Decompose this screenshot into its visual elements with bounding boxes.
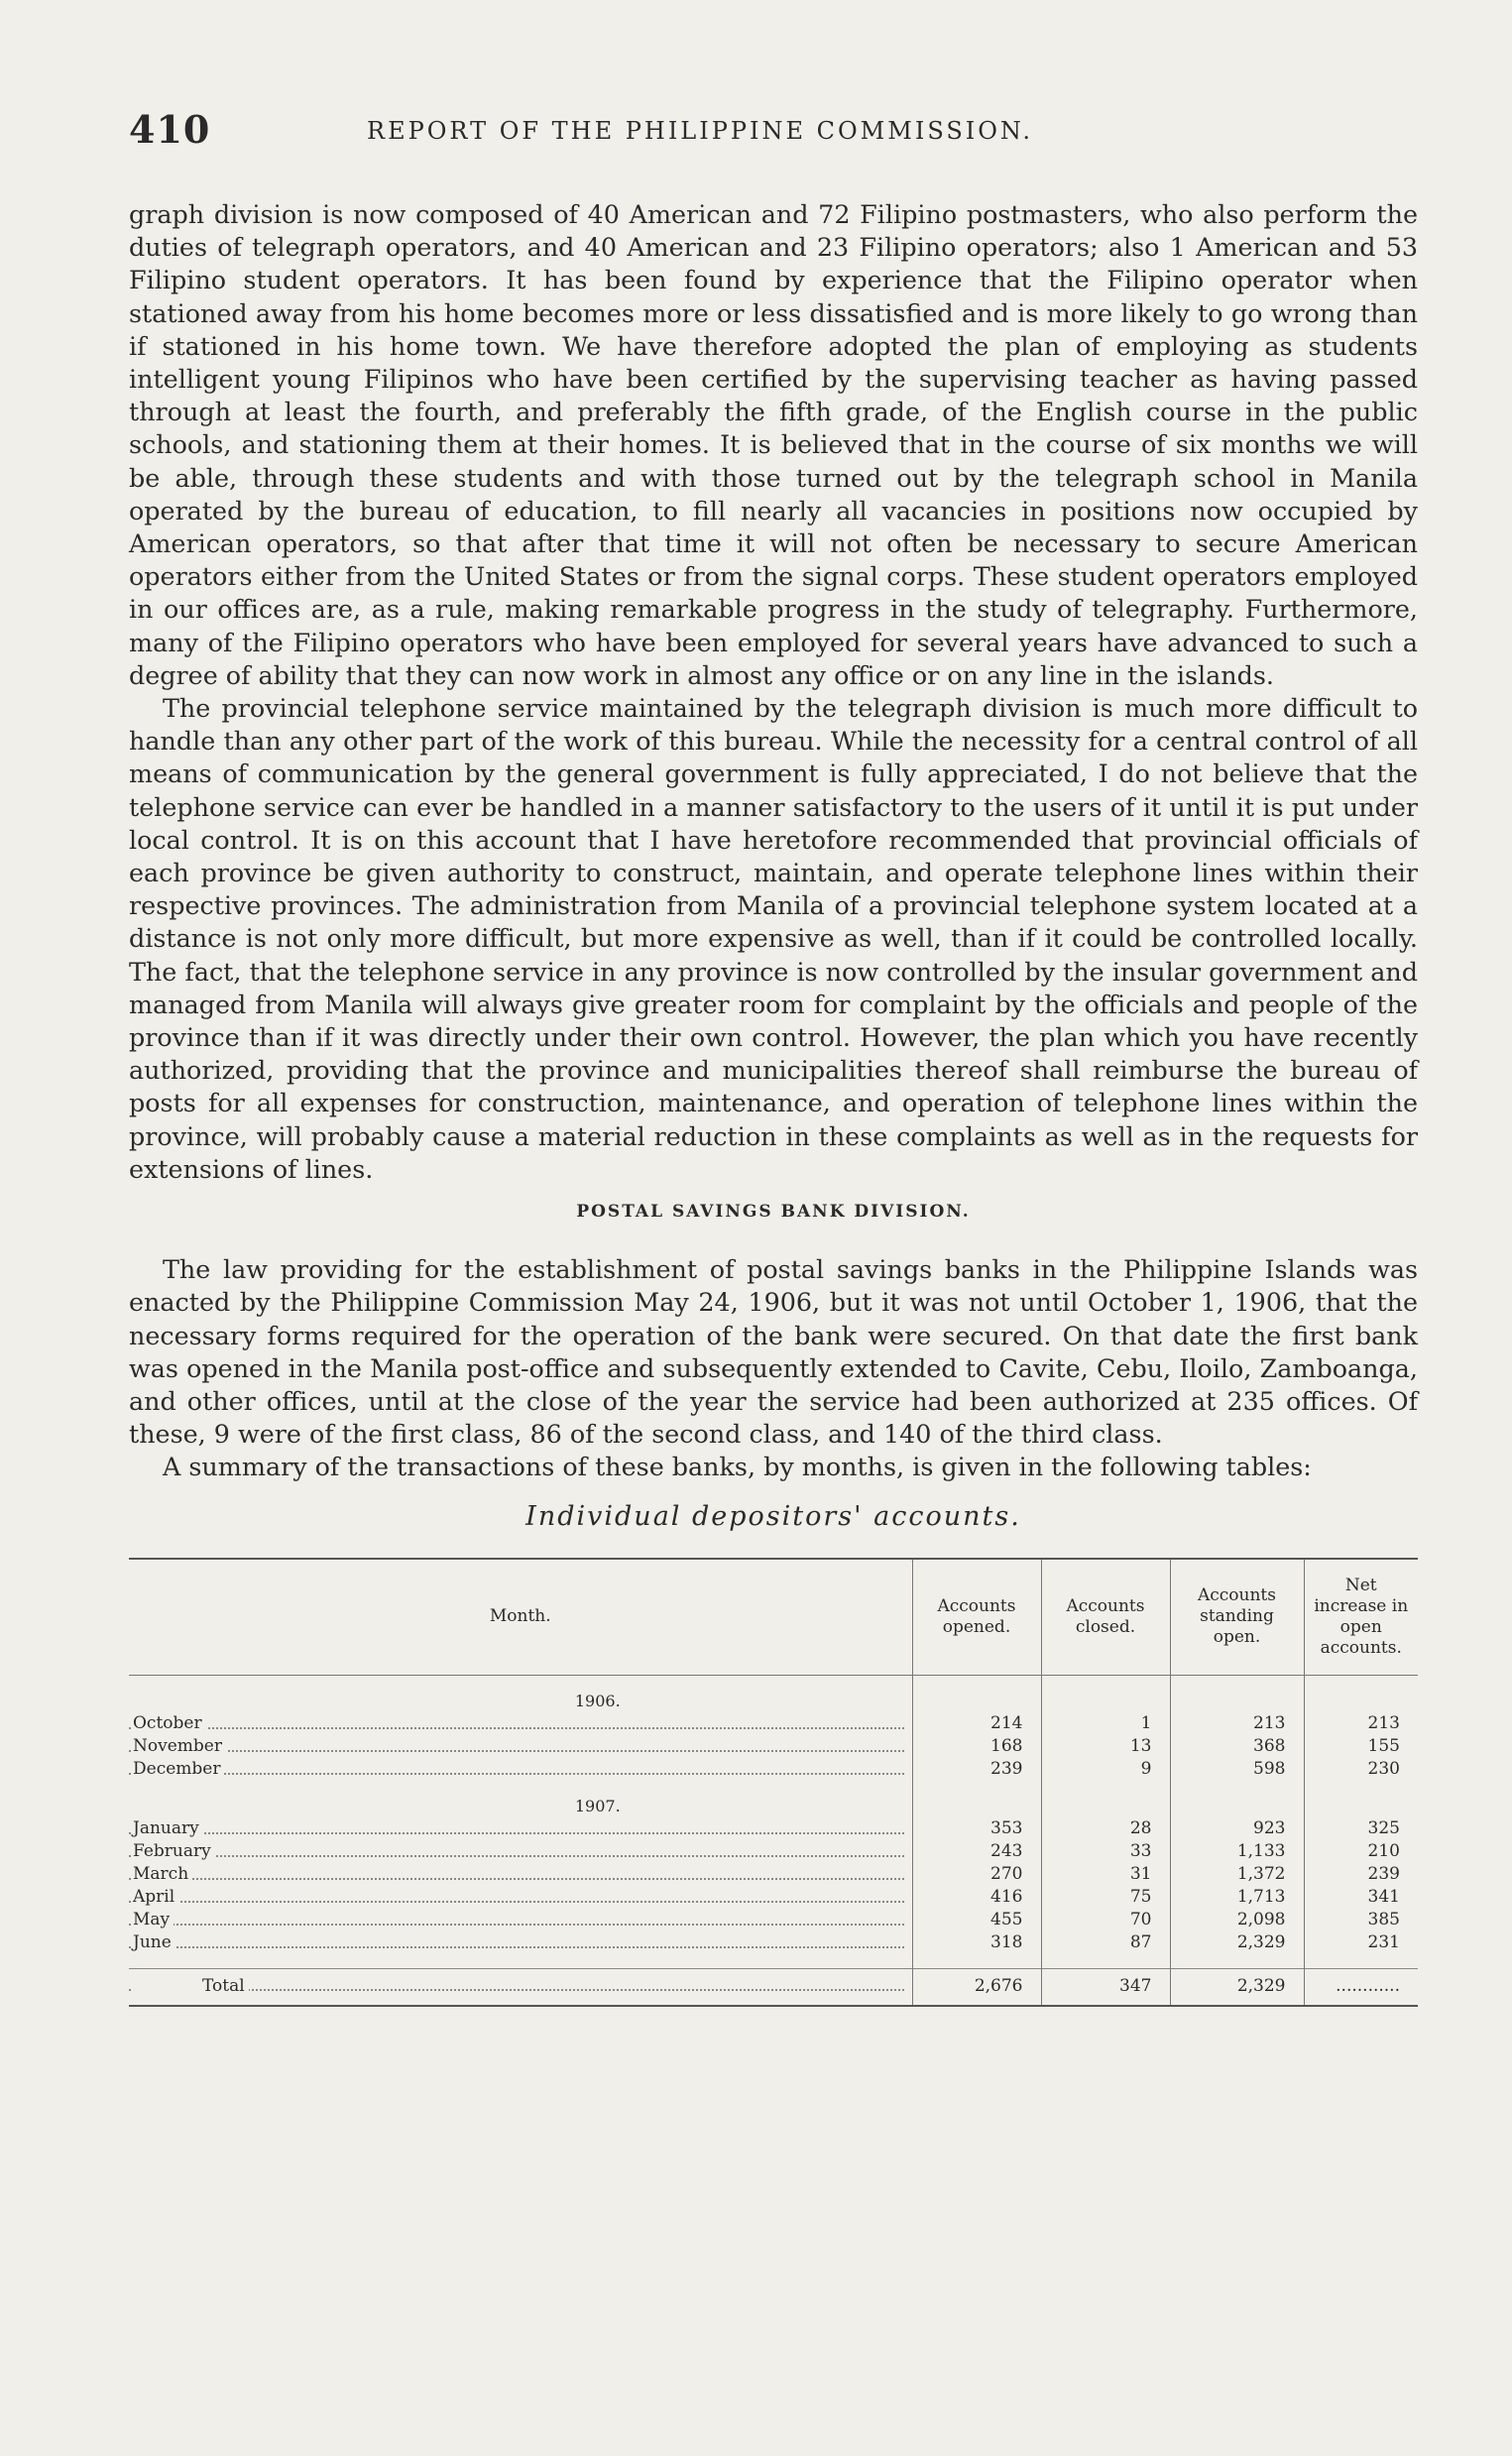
cell-net: 239 bbox=[1304, 1863, 1418, 1886]
cell-net: 210 bbox=[1304, 1840, 1418, 1863]
cell-standing: 2,098 bbox=[1170, 1909, 1304, 1931]
year-row-1907 bbox=[129, 1795, 1418, 1817]
month-label: November bbox=[133, 1736, 226, 1756]
cell-closed: 87 bbox=[1041, 1931, 1170, 1954]
table-row bbox=[129, 1735, 1418, 1758]
cell-closed: 13 bbox=[1041, 1735, 1170, 1758]
cell-closed: 9 bbox=[1041, 1758, 1170, 1781]
depositors-accounts-table bbox=[129, 1558, 1418, 2007]
cell-standing: 923 bbox=[1170, 1817, 1304, 1840]
cell-opened: 416 bbox=[912, 1886, 1041, 1909]
table-row bbox=[129, 1758, 1418, 1781]
cell-closed: 1 bbox=[1041, 1712, 1170, 1735]
paragraph-telephone-service: The provincial telephone service maintained by the telegraph division is much more difficult to handle than any other part of the work of this bureau. While the necessity for a central control of all means of communication by the general government is fully appreciated, I do not believe that the telephone service can ever be handled in a manner satisfactory to the users of it until it is put under local control. It is on this account that I have heretofore recommended that provincial officials of each province be given authority to construct, maintain, and operate telephone lines within their respective provinces. The administration from Manila of a provincial telephone system located at a distance is not only more difficult, but more expensive as well, than if it could be controlled locally. The fact, that the telephone service in any province is now controlled by the insular government and managed from Manila will always give greater room for complaint by the officials and people of the province than if it was directly under their own control. However, the plan which you have recently authorized, providing that the province and municipalities thereof shall reimburse the bureau of posts for all expenses for construction, maintenance, and operation of telephone lines within the province, will probably cause a material reduction in these complaints as well as in the requests for extensions of lines. bbox=[129, 693, 1418, 1184]
body-text bbox=[129, 198, 1418, 2007]
cell-standing: 598 bbox=[1170, 1758, 1304, 1781]
month-label: May bbox=[133, 1910, 174, 1930]
total-net: ............ bbox=[1304, 1968, 1418, 2006]
total-closed: 347 bbox=[1041, 1968, 1170, 2006]
cell-opened: 318 bbox=[912, 1931, 1041, 1954]
total-row bbox=[129, 1968, 1418, 2006]
table-header-row bbox=[129, 1559, 1418, 1676]
month-label: March bbox=[133, 1864, 192, 1884]
cell-net: 155 bbox=[1304, 1735, 1418, 1758]
running-title: REPORT OF THE PHILIPPINE COMMISSION. bbox=[367, 117, 1034, 145]
table-spacer bbox=[129, 1781, 1418, 1795]
cell-opened: 270 bbox=[912, 1863, 1041, 1886]
year-label: 1906. bbox=[574, 1691, 621, 1710]
table-row bbox=[129, 1712, 1418, 1735]
paragraph-telegraph-staff: graph division is now composed of 40 American and 72 Filipino postmasters, who also perform the duties of telegraph operators, and 40 American and 23 Filipino operators; also 1 American and 53 Filipino student operators. It has been found by experience that the Filipino operator when stationed away from his home becomes more or less dissatisfied and is more likely to go wrong than if stationed in his home town. We have therefore adopted the plan of employing as students intelligent young Filipinos who have been certified by the supervising teacher as having passed through at least the fourth, and preferably the fifth grade, of the English course in the public schools, and stationing them at their homes. It is believed that in the course of six months we will be able, through these students and with those turned out by the telegraph school in Manila operated by the bureau of education, to fill nearly all vacancies in positions now occupied by American operators, so that after that time it will not often be necessary to secure American operators either from the United States or from the signal corps. These student operators employed in our offices are, as a rule, making remarkable progress in the study of telegraphy. Furthermore, many of the Filipino operators who have been employed for several years have advanced to such a degree of ability that they can now work in almost any office or on any line in the islands. bbox=[129, 199, 1418, 690]
cell-net: 230 bbox=[1304, 1758, 1418, 1781]
cell-opened: 455 bbox=[912, 1909, 1041, 1931]
table-row bbox=[129, 1886, 1418, 1909]
cell-opened: 353 bbox=[912, 1817, 1041, 1840]
cell-standing: 1,713 bbox=[1170, 1886, 1304, 1909]
cell-net: 213 bbox=[1304, 1712, 1418, 1735]
paragraph-savings-law: The law providing for the establishment of postal savings banks in the Philippine Islands was enacted by the Philippine Commission May 24, 1906, but it was not until October 1, 1906, that the necessary forms required for the operation of the bank were secured. On that date the first bank was opened in the Manila post-office and subsequently extended to Cavite, Cebu, Iloilo, Zamboanga, and other offices, until at the close of the year the service had been authorized at 235 offices. Of these, 9 were of the first class, 86 of the second class, and 140 of the third class. bbox=[129, 1254, 1418, 1450]
page-number: 410 bbox=[129, 107, 211, 152]
cell-opened: 214 bbox=[912, 1712, 1041, 1735]
cell-closed: 28 bbox=[1041, 1817, 1170, 1840]
cell-opened: 239 bbox=[912, 1758, 1041, 1781]
total-opened: 2,676 bbox=[912, 1968, 1041, 2006]
cell-net: 341 bbox=[1304, 1886, 1418, 1909]
header-accounts-closed: Accounts closed. bbox=[1041, 1559, 1170, 1676]
header-accounts-standing: Accounts standing open. bbox=[1170, 1559, 1304, 1676]
table-caption: Individual depositors' accounts. bbox=[525, 1500, 1021, 1532]
month-label: December bbox=[133, 1759, 224, 1779]
paragraph-summary-intro: A summary of the transactions of these banks, by months, is given in the following tables: bbox=[163, 1452, 1312, 1482]
month-label: April bbox=[133, 1887, 178, 1907]
header-accounts-opened: Accounts opened. bbox=[912, 1559, 1041, 1676]
year-row-1906 bbox=[129, 1690, 1418, 1712]
cell-standing: 213 bbox=[1170, 1712, 1304, 1735]
cell-net: 385 bbox=[1304, 1909, 1418, 1931]
cell-closed: 75 bbox=[1041, 1886, 1170, 1909]
cell-opened: 243 bbox=[912, 1840, 1041, 1863]
total-standing: 2,329 bbox=[1170, 1968, 1304, 2006]
table-row bbox=[129, 1931, 1418, 1954]
table-spacer bbox=[129, 1954, 1418, 1969]
table-row bbox=[129, 1909, 1418, 1931]
cell-closed: 70 bbox=[1041, 1909, 1170, 1931]
month-label: October bbox=[133, 1713, 206, 1733]
cell-closed: 33 bbox=[1041, 1840, 1170, 1863]
cell-standing: 2,329 bbox=[1170, 1931, 1304, 1954]
cell-net: 231 bbox=[1304, 1931, 1418, 1954]
total-label: Total bbox=[133, 1976, 249, 1996]
page-header bbox=[129, 107, 1418, 167]
table-row bbox=[129, 1840, 1418, 1863]
year-label: 1907. bbox=[574, 1796, 621, 1815]
table-row bbox=[129, 1817, 1418, 1840]
cell-net: 325 bbox=[1304, 1817, 1418, 1840]
cell-standing: 1,133 bbox=[1170, 1840, 1304, 1863]
month-label: January bbox=[133, 1818, 203, 1838]
table-spacer bbox=[129, 1675, 1418, 1690]
month-label: February bbox=[133, 1841, 215, 1861]
header-net-increase: Net increase in open accounts. bbox=[1304, 1559, 1418, 1676]
header-month: Month. bbox=[129, 1559, 912, 1676]
month-label: June bbox=[133, 1932, 175, 1952]
table-row bbox=[129, 1863, 1418, 1886]
cell-opened: 168 bbox=[912, 1735, 1041, 1758]
cell-standing: 368 bbox=[1170, 1735, 1304, 1758]
cell-closed: 31 bbox=[1041, 1863, 1170, 1886]
section-heading: POSTAL SAVINGS BANK DIVISION. bbox=[576, 1202, 971, 1223]
cell-standing: 1,372 bbox=[1170, 1863, 1304, 1886]
